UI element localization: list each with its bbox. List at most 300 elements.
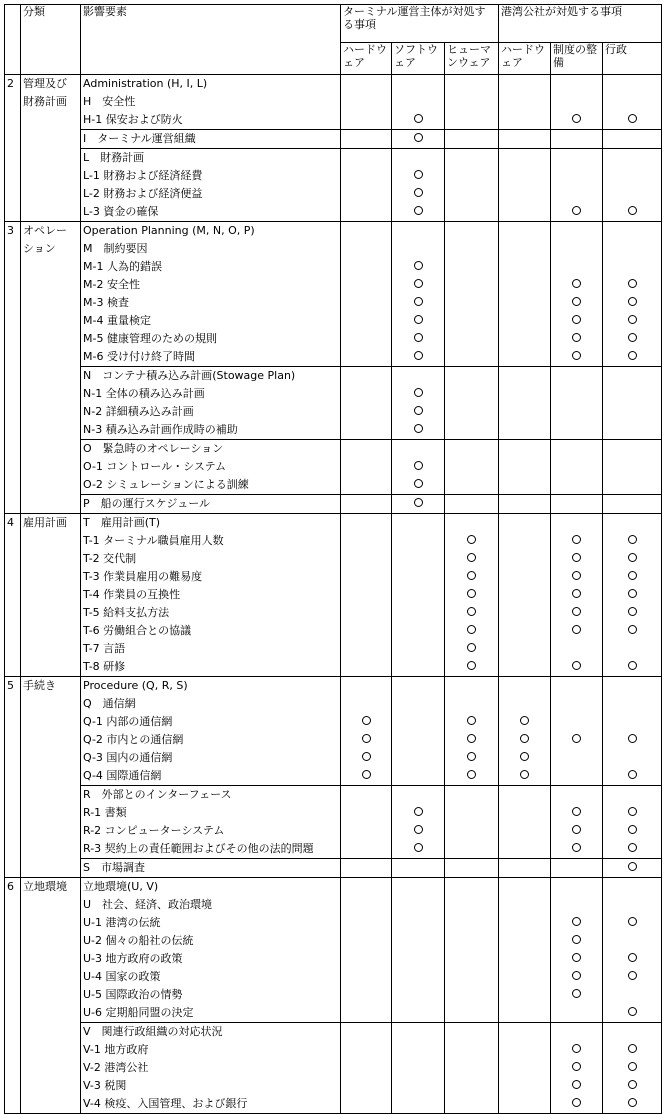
mark-cell — [499, 604, 551, 622]
mark-cell — [551, 294, 603, 312]
circle-mark-icon — [572, 351, 581, 360]
mark-cell — [551, 950, 603, 968]
circle-mark-icon — [520, 716, 529, 725]
table-row — [5, 640, 662, 658]
mark-cell — [499, 240, 551, 258]
mark-cell — [341, 149, 392, 168]
mark-cell — [341, 822, 392, 840]
circle-mark-icon — [572, 971, 581, 980]
category-text: オペレーション — [23, 224, 67, 255]
mark-cell — [551, 421, 603, 440]
mark-cell — [341, 167, 392, 185]
mark-cell — [603, 203, 662, 222]
factor-item: U 社会、経済、政治環境 — [81, 896, 341, 914]
table-row — [5, 403, 662, 421]
header-col-humanware: ヒューマンウェア — [445, 43, 499, 75]
mark-cell — [392, 550, 445, 568]
table-row — [5, 149, 662, 168]
mark-cell — [445, 586, 499, 604]
mark-cell — [392, 731, 445, 749]
mark-cell — [445, 240, 499, 258]
mark-cell — [603, 640, 662, 658]
mark-cell — [499, 75, 551, 94]
factor-item: M-1 人為的錯誤 — [81, 258, 341, 276]
header-col-port-hardware: ハードウェア — [499, 43, 551, 75]
mark-cell — [341, 896, 392, 914]
mark-cell — [392, 896, 445, 914]
mark-cell — [551, 550, 603, 568]
factor-item: U-4 国家の政策 — [81, 968, 341, 986]
factor-item: Q-3 国内の通信網 — [81, 749, 341, 767]
mark-cell — [603, 968, 662, 986]
mark-cell — [392, 804, 445, 822]
mark-cell — [341, 1095, 392, 1114]
mark-cell — [603, 93, 662, 111]
mark-cell — [445, 476, 499, 495]
mark-cell — [603, 222, 662, 241]
mark-cell — [551, 93, 603, 111]
factor-item: T-3 作業員雇用の難易度 — [81, 568, 341, 586]
mark-cell — [392, 514, 445, 533]
factor-item: M-4 重量検定 — [81, 312, 341, 330]
category-label — [21, 1095, 81, 1114]
factor-item: U-2 個々の船社の伝統 — [81, 932, 341, 950]
mark-cell — [603, 1077, 662, 1095]
category-label — [21, 1077, 81, 1095]
circle-mark-icon — [628, 625, 637, 634]
circle-mark-icon — [572, 571, 581, 580]
table-row — [5, 495, 662, 514]
mark-cell — [603, 258, 662, 276]
mark-cell — [499, 222, 551, 241]
factor-item: Administration (H, I, L) — [81, 75, 341, 94]
section-number — [5, 385, 21, 403]
table-row — [5, 185, 662, 203]
table-row — [5, 859, 662, 878]
mark-cell — [445, 840, 499, 859]
circle-mark-icon — [572, 1044, 581, 1053]
section-number — [5, 312, 21, 330]
mark-cell — [499, 1004, 551, 1023]
mark-cell — [341, 421, 392, 440]
table-row — [5, 167, 662, 185]
mark-cell — [499, 1059, 551, 1077]
mark-cell — [392, 1004, 445, 1023]
mark-cell — [341, 458, 392, 476]
mark-cell — [499, 312, 551, 330]
table-row — [5, 130, 662, 149]
mark-cell — [499, 458, 551, 476]
mark-cell — [445, 622, 499, 640]
header-factor: 影響要素 — [81, 5, 341, 75]
factor-item: T-8 研修 — [81, 658, 341, 677]
mark-cell — [392, 786, 445, 805]
factor-item: N-3 積み込み計画作成時の補助 — [81, 421, 341, 440]
mark-cell — [392, 421, 445, 440]
table-row — [5, 586, 662, 604]
category-label — [21, 403, 81, 421]
mark-cell — [445, 312, 499, 330]
table-row — [5, 1041, 662, 1059]
mark-cell — [392, 1023, 445, 1042]
mark-cell — [499, 731, 551, 749]
circle-mark-icon — [414, 807, 423, 816]
mark-cell — [392, 403, 445, 421]
section-number — [5, 695, 21, 713]
mark-cell — [341, 312, 392, 330]
factor-item: U-6 定期船同盟の決定 — [81, 1004, 341, 1023]
mark-cell — [603, 804, 662, 822]
mark-cell — [392, 677, 445, 696]
mark-cell — [499, 1077, 551, 1095]
mark-cell — [499, 968, 551, 986]
section-number — [5, 294, 21, 312]
mark-cell — [392, 878, 445, 897]
section-number — [5, 367, 21, 386]
factor-item: L-1 財務および経済経費 — [81, 167, 341, 185]
mark-cell — [445, 822, 499, 840]
category-label — [21, 767, 81, 786]
section-number — [5, 804, 21, 822]
circle-mark-icon — [572, 1080, 581, 1089]
table-row — [5, 1077, 662, 1095]
circle-mark-icon — [362, 770, 371, 779]
category-label — [21, 968, 81, 986]
mark-cell — [392, 276, 445, 294]
table-row — [5, 240, 662, 258]
header-col-hardware: ハードウェア — [341, 43, 392, 75]
mark-cell — [551, 514, 603, 533]
mark-cell — [392, 75, 445, 94]
mark-cell — [392, 932, 445, 950]
mark-cell — [603, 1059, 662, 1077]
circle-mark-icon — [628, 971, 637, 980]
circle-mark-icon — [628, 917, 637, 926]
mark-cell — [499, 514, 551, 533]
header-col-system: 制度の整備 — [551, 43, 603, 75]
mark-cell — [603, 840, 662, 859]
mark-cell — [551, 240, 603, 258]
circle-mark-icon — [467, 643, 476, 652]
table-row — [5, 1095, 662, 1114]
section-number — [5, 458, 21, 476]
mark-cell — [445, 604, 499, 622]
mark-cell — [445, 403, 499, 421]
mark-cell — [341, 568, 392, 586]
mark-cell — [551, 640, 603, 658]
mark-cell — [392, 1095, 445, 1114]
mark-cell — [445, 330, 499, 348]
mark-cell — [445, 677, 499, 696]
mark-cell — [499, 149, 551, 168]
mark-cell — [445, 968, 499, 986]
mark-cell — [341, 93, 392, 111]
mark-cell — [392, 149, 445, 168]
factor-item: R-2 コンピューターシステム — [81, 822, 341, 840]
category-label — [21, 532, 81, 550]
circle-mark-icon — [572, 607, 581, 616]
circle-mark-icon — [572, 625, 581, 634]
mark-cell — [551, 385, 603, 403]
mark-cell — [341, 986, 392, 1004]
mark-cell — [499, 440, 551, 459]
mark-cell — [551, 222, 603, 241]
mark-cell — [551, 767, 603, 786]
header-col-software: ソフトウェア — [392, 43, 445, 75]
mark-cell — [499, 568, 551, 586]
mark-cell — [603, 403, 662, 421]
mark-cell — [392, 111, 445, 130]
category-label — [21, 1004, 81, 1023]
mark-cell — [445, 640, 499, 658]
section-number — [5, 568, 21, 586]
mark-cell — [445, 367, 499, 386]
circle-mark-icon — [628, 114, 637, 123]
circle-mark-icon — [572, 843, 581, 852]
mark-cell — [392, 367, 445, 386]
mark-cell — [392, 568, 445, 586]
mark-cell — [392, 258, 445, 276]
mark-cell — [551, 731, 603, 749]
category-label — [21, 950, 81, 968]
mark-cell — [499, 896, 551, 914]
section-number — [5, 258, 21, 276]
factor-item: L-3 資金の確保 — [81, 203, 341, 222]
table-row — [5, 421, 662, 440]
mark-cell — [445, 167, 499, 185]
mark-cell — [445, 495, 499, 514]
mark-cell — [603, 348, 662, 367]
mark-cell — [392, 767, 445, 786]
mark-cell — [499, 677, 551, 696]
section-number — [5, 822, 21, 840]
mark-cell — [499, 804, 551, 822]
category-label — [21, 658, 81, 677]
category-label — [21, 258, 81, 276]
circle-mark-icon — [628, 843, 637, 852]
category-label — [21, 385, 81, 403]
category-label — [21, 93, 81, 111]
section-number — [5, 203, 21, 222]
mark-cell — [341, 640, 392, 658]
mark-cell — [341, 514, 392, 533]
factor-item: Procedure (Q, R, S) — [81, 677, 341, 696]
circle-mark-icon — [628, 553, 637, 562]
mark-cell — [341, 658, 392, 677]
section-number — [5, 731, 21, 749]
mark-cell — [499, 914, 551, 932]
factor-item: H 安全性 — [81, 93, 341, 111]
section-number — [5, 495, 21, 514]
category-label — [21, 348, 81, 367]
mark-cell — [392, 93, 445, 111]
table-row — [5, 822, 662, 840]
mark-cell — [445, 75, 499, 94]
circle-mark-icon — [628, 297, 637, 306]
mark-cell — [603, 185, 662, 203]
table-row — [5, 786, 662, 805]
mark-cell — [392, 749, 445, 767]
mark-cell — [603, 568, 662, 586]
mark-cell — [603, 896, 662, 914]
factor-item: V-1 地方政府 — [81, 1041, 341, 1059]
mark-cell — [445, 276, 499, 294]
header-number — [5, 5, 21, 75]
mark-cell — [341, 403, 392, 421]
mark-cell — [392, 950, 445, 968]
mark-cell — [551, 1095, 603, 1114]
mark-cell — [341, 767, 392, 786]
section-number — [5, 167, 21, 185]
mark-cell — [499, 185, 551, 203]
section-number — [5, 859, 21, 878]
table-row — [5, 914, 662, 932]
mark-cell — [445, 440, 499, 459]
category-label — [21, 421, 81, 440]
mark-cell — [551, 1059, 603, 1077]
section-number — [5, 130, 21, 149]
mark-cell — [445, 149, 499, 168]
circle-mark-icon — [414, 424, 423, 433]
mark-cell — [499, 367, 551, 386]
mark-cell — [603, 367, 662, 386]
mark-cell — [603, 130, 662, 149]
section-number — [5, 840, 21, 859]
circle-mark-icon — [572, 114, 581, 123]
mark-cell — [551, 822, 603, 840]
section-number — [5, 640, 21, 658]
circle-mark-icon — [628, 825, 637, 834]
table-row — [5, 749, 662, 767]
category-label — [21, 1023, 81, 1042]
mark-cell — [445, 749, 499, 767]
section-number — [5, 111, 21, 130]
mark-cell — [603, 312, 662, 330]
circle-mark-icon — [414, 279, 423, 288]
mark-cell — [499, 878, 551, 897]
mark-cell — [603, 514, 662, 533]
mark-cell — [603, 495, 662, 514]
mark-cell — [341, 294, 392, 312]
factor-item: R-1 書類 — [81, 804, 341, 822]
factor-item: L-2 財務および経済便益 — [81, 185, 341, 203]
factor-item: V 関連行政組織の対応状況 — [81, 1023, 341, 1042]
circle-mark-icon — [414, 498, 423, 507]
factor-item: V-3 税関 — [81, 1077, 341, 1095]
mark-cell — [445, 878, 499, 897]
circle-mark-icon — [414, 406, 423, 415]
mark-cell — [341, 130, 392, 149]
mark-cell — [341, 713, 392, 731]
section-number — [5, 1095, 21, 1114]
category-label — [21, 731, 81, 749]
mark-cell — [341, 240, 392, 258]
mark-cell — [392, 312, 445, 330]
circle-mark-icon — [467, 535, 476, 544]
circle-mark-icon — [414, 188, 423, 197]
category-label — [21, 878, 81, 897]
mark-cell — [341, 440, 392, 459]
mark-cell — [341, 495, 392, 514]
section-number — [5, 932, 21, 950]
mark-cell — [445, 1059, 499, 1077]
mark-cell — [603, 458, 662, 476]
mark-cell — [341, 914, 392, 932]
circle-mark-icon — [414, 479, 423, 488]
mark-cell — [603, 658, 662, 677]
circle-mark-icon — [362, 752, 371, 761]
table-row — [5, 1059, 662, 1077]
section-number — [5, 93, 21, 111]
circle-mark-icon — [572, 315, 581, 324]
mark-cell — [551, 658, 603, 677]
category-label — [21, 695, 81, 713]
table-row — [5, 385, 662, 403]
factor-item: T-4 作業員の互換性 — [81, 586, 341, 604]
mark-cell — [603, 440, 662, 459]
section-number — [5, 749, 21, 767]
circle-mark-icon — [628, 351, 637, 360]
factor-item: T-1 ターミナル職員雇用人数 — [81, 532, 341, 550]
mark-cell — [445, 658, 499, 677]
category-label — [21, 476, 81, 495]
category-label — [21, 514, 81, 533]
circle-mark-icon — [467, 661, 476, 670]
factor-item: M-6 受け付け終了時間 — [81, 348, 341, 367]
mark-cell — [392, 586, 445, 604]
mark-cell — [392, 1077, 445, 1095]
category-label — [21, 294, 81, 312]
mark-cell — [603, 111, 662, 130]
category-label — [21, 149, 81, 168]
mark-cell — [392, 604, 445, 622]
mark-cell — [603, 749, 662, 767]
mark-cell — [603, 1004, 662, 1023]
circle-mark-icon — [414, 825, 423, 834]
factor-item: Q 通信網 — [81, 695, 341, 713]
circle-mark-icon — [628, 1007, 637, 1016]
circle-mark-icon — [628, 661, 637, 670]
mark-cell — [341, 111, 392, 130]
mark-cell — [341, 75, 392, 94]
circle-mark-icon — [572, 1098, 581, 1107]
circle-mark-icon — [628, 862, 637, 871]
mark-cell — [551, 604, 603, 622]
category-label — [21, 859, 81, 878]
mark-cell — [551, 1077, 603, 1095]
factor-item: T-2 交代制 — [81, 550, 341, 568]
mark-cell — [445, 695, 499, 713]
mark-cell — [392, 840, 445, 859]
mark-cell — [445, 731, 499, 749]
mark-cell — [603, 240, 662, 258]
mark-cell — [341, 695, 392, 713]
mark-cell — [392, 203, 445, 222]
factor-item: U-3 地方政府の政策 — [81, 950, 341, 968]
mark-cell — [499, 385, 551, 403]
mark-cell — [499, 749, 551, 767]
mark-cell — [603, 986, 662, 1004]
table-row — [5, 1023, 662, 1042]
circle-mark-icon — [414, 388, 423, 397]
mark-cell — [392, 476, 445, 495]
mark-cell — [551, 403, 603, 421]
mark-cell — [445, 258, 499, 276]
circle-mark-icon — [572, 825, 581, 834]
circle-mark-icon — [572, 807, 581, 816]
table-row — [5, 532, 662, 550]
circle-mark-icon — [628, 206, 637, 215]
